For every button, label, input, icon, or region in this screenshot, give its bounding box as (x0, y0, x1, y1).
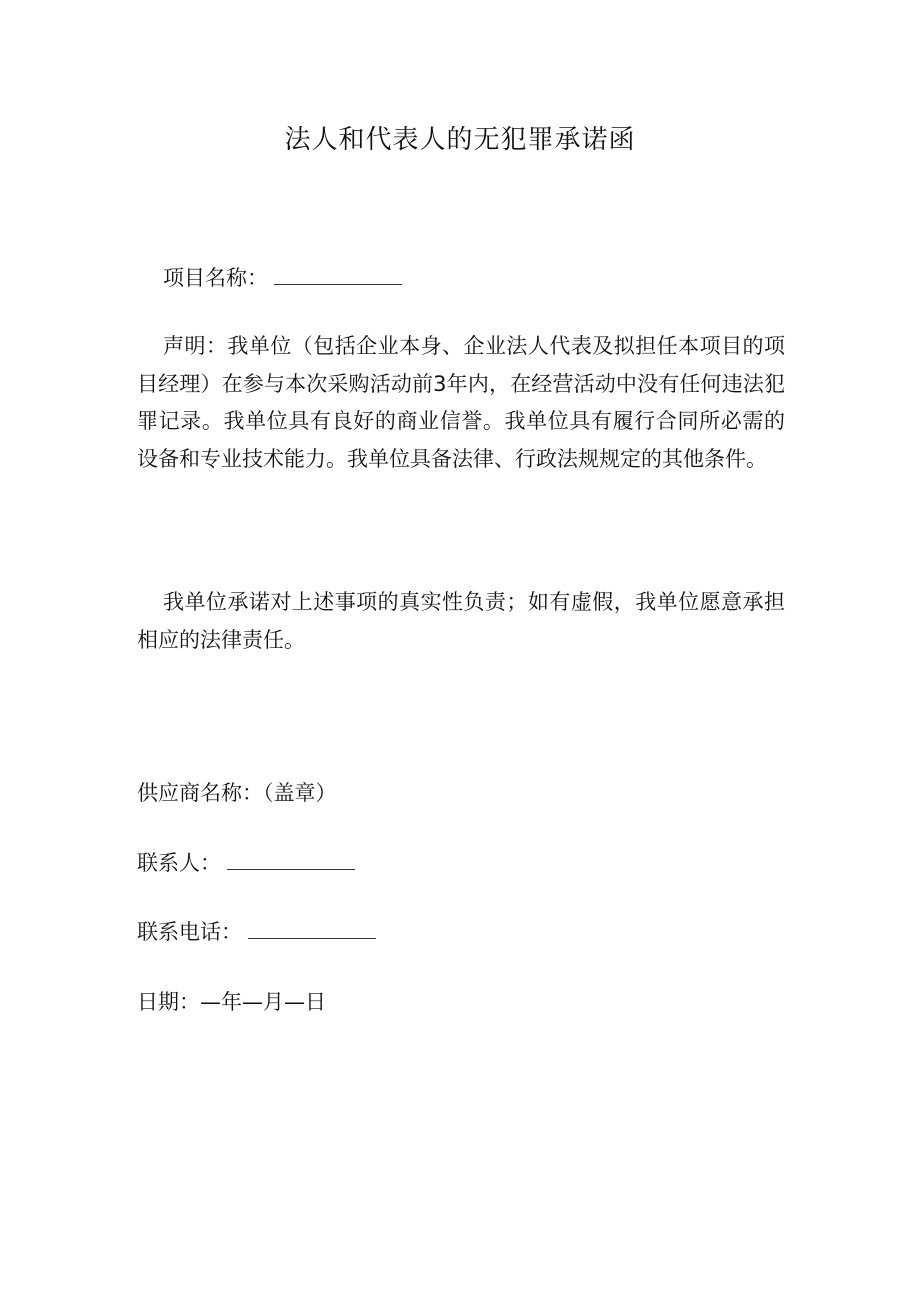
phone-row (137, 914, 376, 950)
date-row (137, 984, 326, 1020)
project-name-label: 项目名称： (163, 266, 268, 290)
commitment-paragraph: 我单位承诺对上述事项的真实性负责；如有虚假，我单位愿意承担相应的法律责任。 (137, 590, 785, 652)
project-name-row (163, 260, 402, 296)
phone-blank (248, 918, 376, 939)
contact-row (137, 845, 355, 881)
date-label: 日期：—年—月—日 (137, 990, 326, 1014)
contact-label: 联系人： (137, 851, 221, 875)
supplier-label: 供应商名称：（盖章） (137, 781, 337, 805)
statement-paragraph: 声明：我单位（包括企业本身、企业法人代表及拟担任本项目的项目经理）在参与本次采购活动前3年内，在经营活动中没有任何违法犯罪记录。我单位具有良好的商业信誉。我单位具有履行合同所必需的设备和专业技术能力。我单位具备法律、行政法规规定的其他条件。 (137, 334, 785, 471)
document-title: 法人和代表人的无犯罪承诺函 (284, 125, 636, 155)
contact-blank (227, 849, 355, 870)
supplier-row (137, 775, 337, 811)
project-name-blank (274, 264, 402, 285)
phone-label: 联系电话： (137, 920, 242, 944)
